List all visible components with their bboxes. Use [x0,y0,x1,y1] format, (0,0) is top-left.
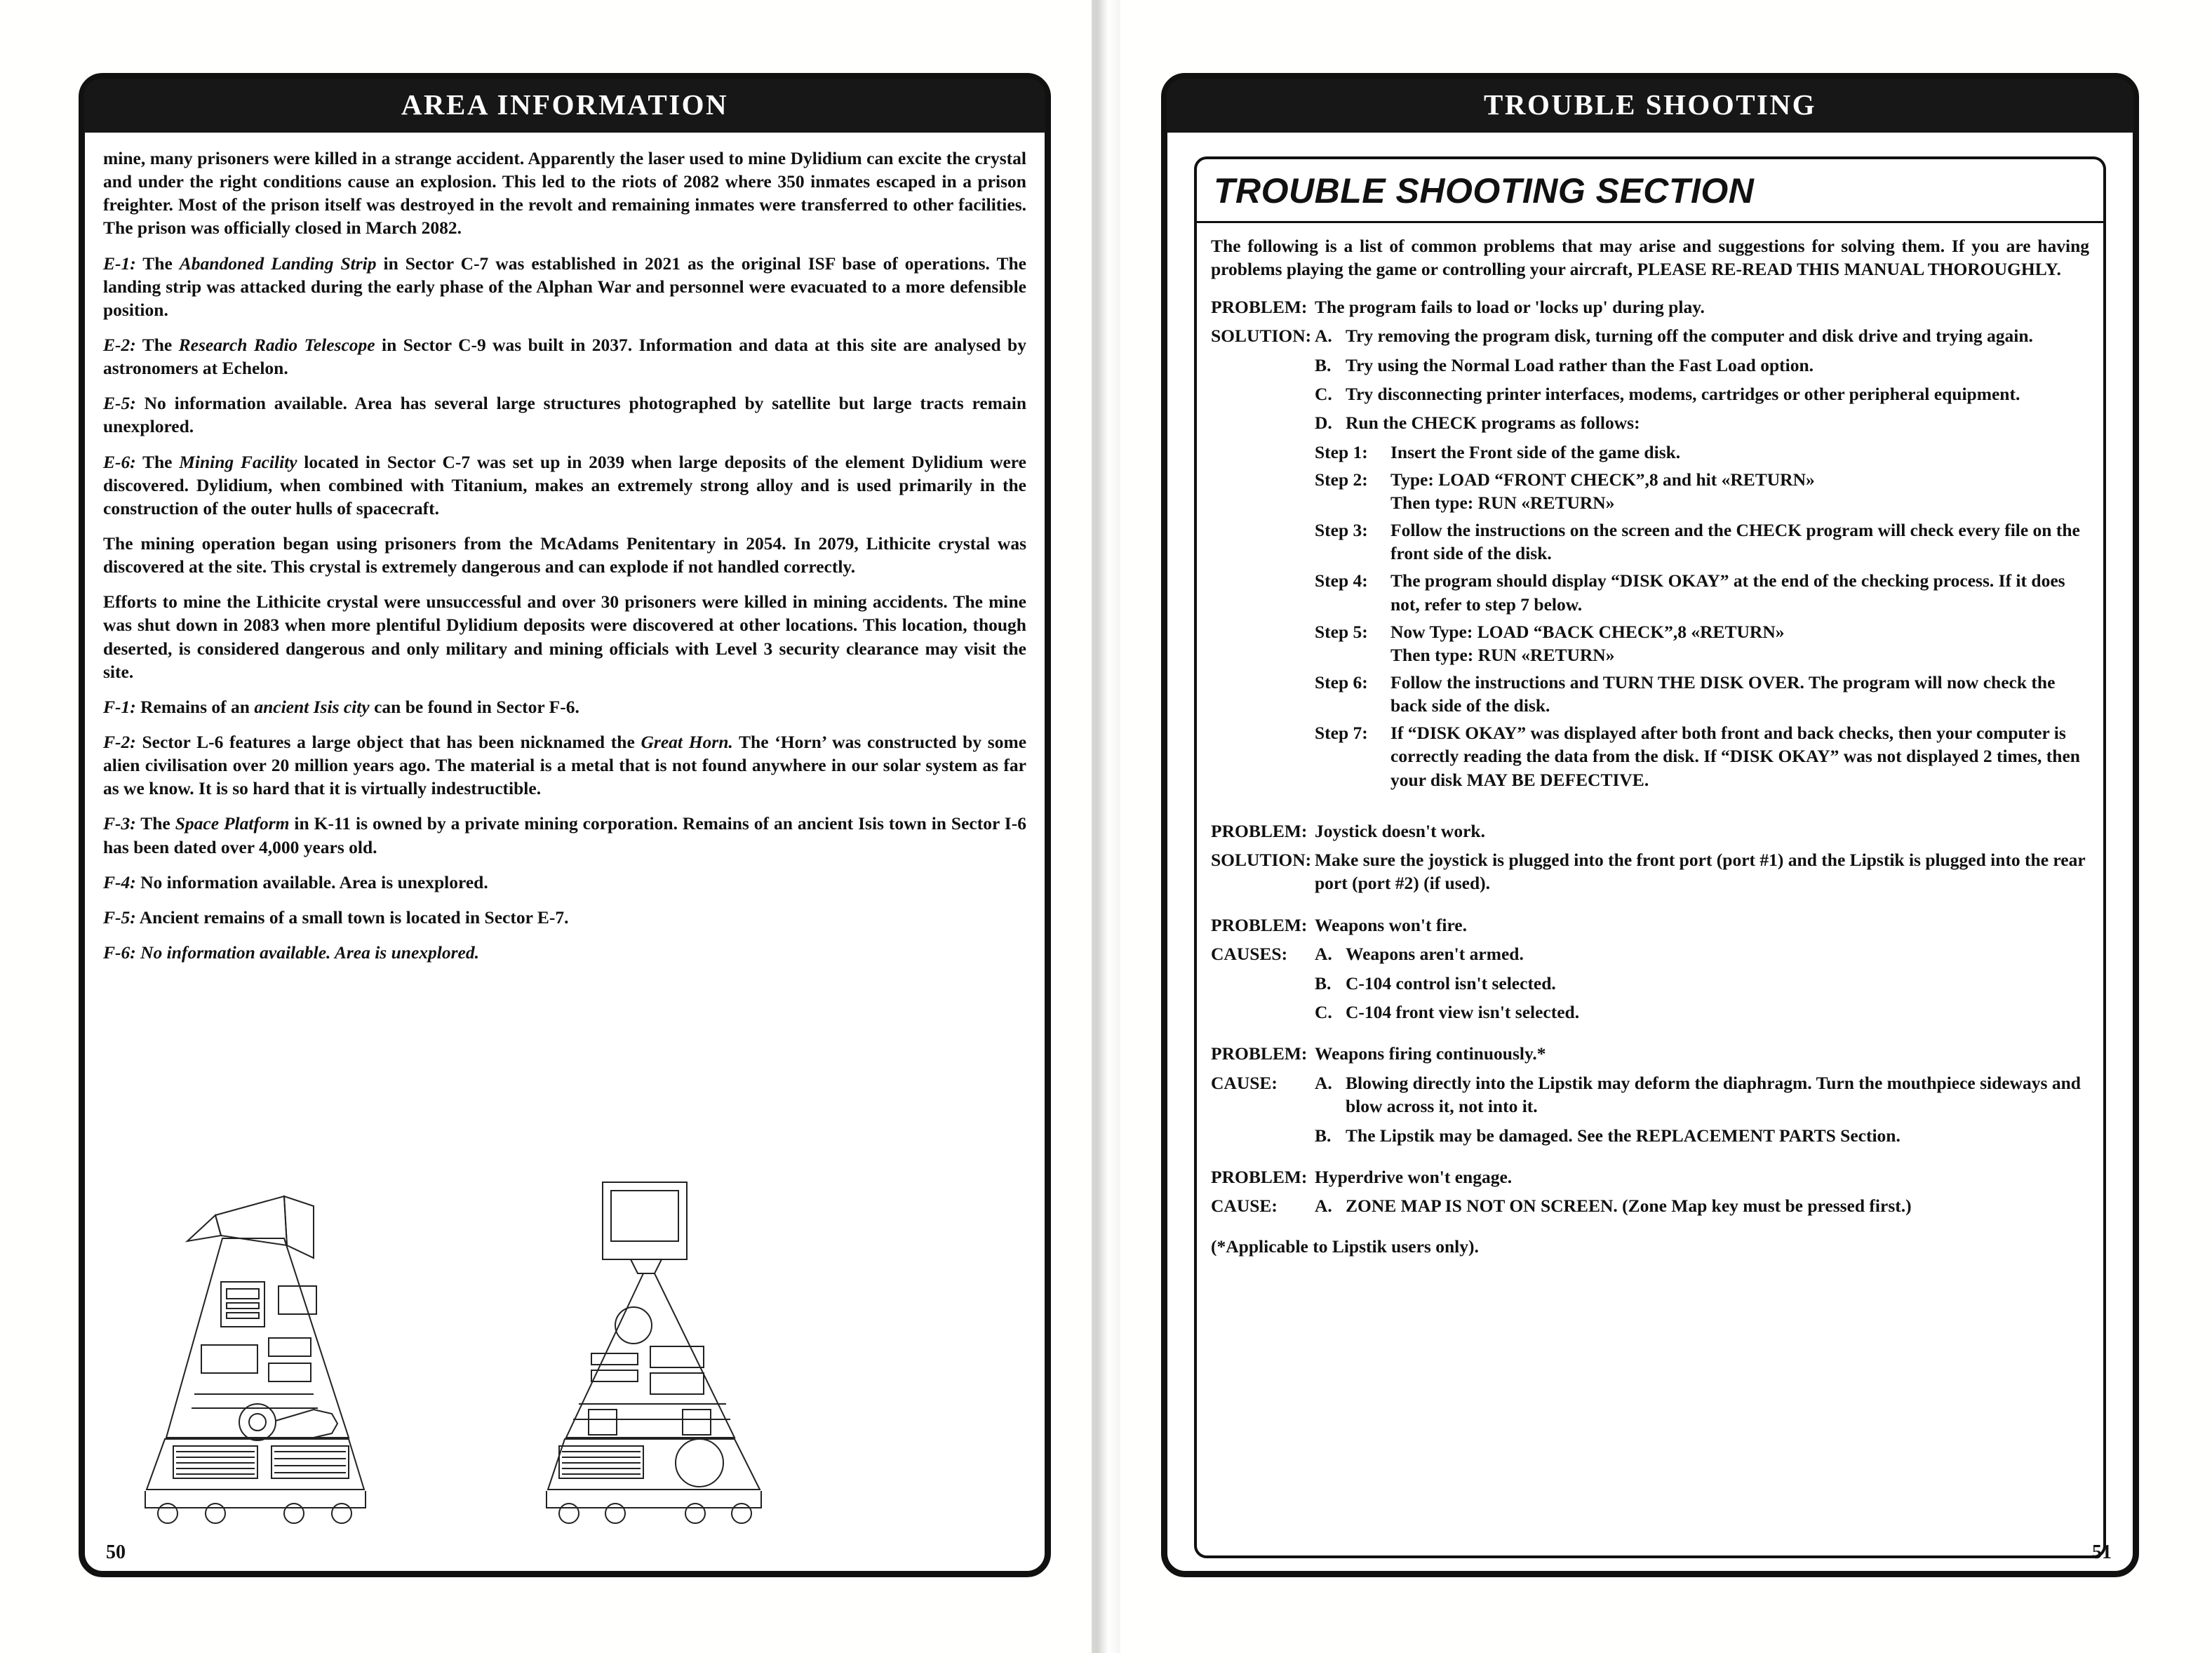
step-label-6: Step 6: [1315,672,1368,692]
entry-f6 [103,941,1026,964]
cause-text-3b: C-104 control isn't selected. [1346,972,1556,993]
paragraph-intro-text: mine, many prisoners were killed in a strange accident. Apparently the laser used to mine Dylidium can excite the crystal and under the right conditions cause an explosion. This led to the riots of 2082 where 350 inmates escaped in a prison freighter. Most of the prison itself was destroyed in the revolt and remaining inmates were transferred to other facilities. The prison was officially closed in March 2082. [103,148,1026,239]
step-label-3: Step 3: [1315,520,1368,541]
step-indent-7 [1211,721,1315,791]
solution-spacer-1b [1211,354,1315,377]
problem-label-5: PROBLEM: [1211,1167,1308,1187]
solution-letter-1d: D. [1315,413,1332,434]
step-text-5 [1390,620,2089,667]
page-left [0,0,1092,1653]
cause-row-3b [1211,972,2089,995]
step-text-1: Insert the Front side of the game disk. [1390,441,1681,462]
cause-text-4a: Blowing directly into the Lipstik may deform the diaphragm. Turn the mouthpiece sideways and blow across it, not into it. [1346,1072,2081,1117]
problem-label-2: PROBLEM: [1211,820,1308,841]
step-text-2 [1390,468,2089,514]
page-number-left: 50 [106,1541,126,1563]
cause-spacer-3b [1211,972,1315,995]
problem-row-2 [1211,819,2089,843]
entry-e5-label: E-5: [103,393,136,414]
causes-label-3: CAUSES: [1211,944,1288,965]
step-text-7: If “DISK OKAY” was displayed after both front and back checks, then your computer is correctly reading the data from the disk. If “DISK OKAY” was not displayed 2 times, then your disk MAY BE DEFECTIVE. [1390,723,2080,790]
cause-letter-3a: A. [1315,944,1332,965]
entry-f3-label: F-3: [103,813,136,834]
entry-e6: E-6: The Mining Facility located in Sector C-7 was set up in 2039 when large deposits of the element Dylidium were discovered. Dylidium, when combined with Titanium, makes an extremely strong alloy and is used primarily in the construction of the outer hulls of spacecraft. [103,451,1026,518]
page-right-frame [1161,73,2139,1577]
mining-vehicle-horn-icon [145,1196,366,1523]
solution-text-1d: Run the CHECK programs as follows: [1346,413,1640,434]
trouble-shooting-box [1194,156,2106,1558]
page-left-content [85,133,1045,1574]
problem-row-3 [1211,914,2089,937]
entry-e1-label: E-1: [103,253,136,274]
page-number-right: 51 [2092,1541,2112,1563]
problem-text-5: Hyperdrive won't engage. [1315,1167,1513,1187]
solution-text-1a: Try removing the program disk, turning off the computer and disk drive and trying again. [1346,326,2033,347]
cause-letter-5a: A. [1315,1196,1332,1217]
step-indent-2 [1211,468,1315,514]
step-label-4: Step 4: [1315,570,1368,591]
step-indent-6 [1211,671,1315,717]
trouble-shooting-section-title: TROUBLE SHOOTING SECTION [1214,171,1755,210]
step-text-4: The program should display “DISK OKAY” at the end of the checking process. If it does not, refer to step 7 below. [1390,570,2065,615]
step-row-3 [1211,518,2089,565]
cause-spacer-4b [1211,1124,1315,1147]
step-indent-3 [1211,518,1315,565]
step-label-7: Step 7: [1315,723,1368,744]
entry-f4-label: F-4: [103,871,136,892]
step-row-6 [1211,671,2089,717]
problem-row-5 [1211,1165,2089,1189]
solution-text-1c: Try disconnecting printer interfaces, modems, cartridges or other peripheral equipment. [1346,383,2020,404]
entry-e2: E-2: The Research Radio Telescope in Sector C-9 was built in 2037. Information and data at this site are analysed by astronomers at Echelon. [103,334,1026,379]
entry-f3: F-3: The Space Platform in K-11 is owned by a private mining corporation. Remains of an ancient Isis town in Sector I-6 has been dated over 4,000 years old. [103,813,1026,857]
solution-row-1a [1211,324,2089,347]
step-label-2: Step 2: [1315,469,1368,490]
page-left-frame [79,73,1051,1577]
spacer-3 [1211,1029,2089,1042]
spacer-2 [1211,901,2089,914]
paragraph-mining-operation [103,532,1026,578]
cause-row-3c [1211,1001,2089,1024]
entry-e2-label: E-2: [103,334,136,355]
cause-label-4: CAUSE: [1211,1072,1278,1093]
paragraph-lithicite-text: Efforts to mine the Lithicite crystal were unsuccessful and over 30 prisoners were killed in mining accidents. The mine was shut down in 2083 when more plentiful Dylidium deposits were discovered at other locations. This location, though deserted, is considered dangerous and only military and mining officials with Level 3 security clearance may visit the site. [103,591,1026,682]
paragraph-intro [103,147,1026,240]
cause-row-3a [1211,942,2089,965]
spacer-1 [1211,796,2089,819]
cause-label-5: CAUSE: [1211,1196,1278,1217]
step-label-1: Step 1: [1315,441,1368,462]
solution-text-2: Make sure the joystick is plugged into the front port (port #1) and the Lipstik is plugged into the rear port (port #2) (if used). [1315,850,2086,894]
entry-f6-text: No information available. Area is unexplored. [140,942,479,963]
step-text-5-line1: Now Type: LOAD “BACK CHECK”,8 «RETURN» [1390,621,1785,642]
problem-text-2: Joystick doesn't work. [1315,820,1485,841]
mining-vehicle-screen-icon [547,1182,761,1523]
cause-text-4b: The Lipstik may be damaged. See the REPLACEMENT PARTS Section. [1346,1125,1901,1146]
cause-letter-4b: B. [1315,1125,1332,1146]
cause-row-5a [1211,1194,2089,1217]
entry-f5-label: F-5: [103,906,136,928]
page-right-content [1167,133,2133,1574]
solution-spacer-1d [1211,411,1315,434]
title-divider [1197,221,2103,223]
page-left-header: AREA INFORMATION [84,79,1045,133]
entry-f5: F-5: Ancient remains of a small town is located in Sector E-7. [103,906,569,928]
solution-row-1c [1211,382,2089,406]
step-row-1 [1211,441,2089,464]
entry-e6-label: E-6: [103,451,136,472]
solution-row-1d [1211,411,2089,434]
problem-row-1 [1211,295,2089,319]
step-row-2 [1211,468,2089,514]
step-text-3: Follow the instructions on the screen and the CHECK program will check every file on the front side of the disk. [1390,520,2080,564]
footnote: (*Applicable to Lipstik users only). [1211,1236,1479,1257]
page-right-header: TROUBLE SHOOTING [1167,79,2133,133]
problem-text-1: The program fails to load or 'locks up' during play. [1315,296,1705,317]
step-indent-1 [1211,441,1315,464]
entry-e1: E-1: The Abandoned Landing Strip in Sector C-7 was established in 2021 as the original ISF base of operations. The landing strip was attacked during the early phase of the Alphan War and personnel were evacuated to a more defensible position. [103,253,1026,320]
solution-letter-1c: C. [1315,383,1332,404]
entry-f2-label: F-2: [103,731,136,752]
solution-letter-1b: B. [1315,354,1332,375]
step-indent-4 [1211,569,1315,615]
area-information-body [103,147,1026,964]
paragraph-mining-operation-text: The mining operation began using prisoners from the McAdams Penitentary in 2054. In 2079, Lithicite crystal was discovered at the site. This crystal is extremely dangerous and can explode if not handled correctly. [103,533,1026,577]
solution-letter-1a: A. [1315,326,1332,347]
spacer-4 [1211,1153,2089,1165]
entry-e5: E-5: No information available. Area has several large structures photographed by satellite but large tracts remain unexplored. [103,393,1026,437]
solution-row-2 [1211,848,2089,895]
step-text-2-line2: Then type: RUN «RETURN» [1390,493,1615,514]
step-row-4 [1211,569,2089,615]
solution-label-2: SOLUTION: [1211,850,1312,871]
problem-label-1: PROBLEM: [1211,296,1308,317]
step-text-6: Follow the instructions and TURN THE DISK OVER. The program will now check the back side of the disk. [1390,672,2056,716]
cause-row-4a [1211,1071,2089,1118]
problem-label-3: PROBLEM: [1211,914,1308,935]
step-row-5 [1211,620,2089,667]
cause-text-5a: ZONE MAP IS NOT ON SCREEN. (Zone Map key must be pressed first.) [1346,1196,1912,1217]
cause-letter-3c: C. [1315,1002,1332,1023]
solution-spacer-1c [1211,382,1315,406]
cause-letter-3b: B. [1315,972,1332,993]
step-label-5: Step 5: [1315,621,1368,642]
solution-text-1b: Try using the Normal Load rather than the Fast Load option. [1346,354,1814,375]
illustrations-row [103,1163,1026,1541]
problem-text-4: Weapons firing continuously.* [1315,1043,1546,1064]
cause-letter-4a: A. [1315,1072,1332,1093]
cause-spacer-3c [1211,1001,1315,1024]
step-indent-5 [1211,620,1315,667]
cause-row-4b [1211,1124,2089,1147]
entry-f1-label: F-1: [103,696,136,717]
entry-f1: F-1: Remains of an ancient Isis city can be found in Sector F-6. [103,696,579,717]
problem-label-4: PROBLEM: [1211,1043,1308,1064]
step-text-5-line2: Then type: RUN «RETURN» [1390,644,1615,665]
problem-text-3: Weapons won't fire. [1315,914,1467,935]
entry-f4: F-4: No information available. Area is unexplored. [103,871,488,892]
solution-label-1: SOLUTION: [1211,326,1312,347]
page-right [1120,0,2212,1653]
entry-f2: F-2: Sector L-6 features a large object that has been nicknamed the Great Horn. The ‘Horn’ was constructed by some alien civilisation over 20 million years ago. The material is a metal that is not found anywhere in our solar system as far as we know. It is so hard that it is virtually indestructible. [103,731,1027,799]
cause-text-3c: C-104 front view isn't selected. [1346,1002,1580,1023]
step-text-2-line1: Type: LOAD “FRONT CHECK”,8 and hit «RETURN» [1390,469,1815,490]
entry-f6-label: F-6: [103,942,136,963]
step-row-7 [1211,721,2089,791]
intro-paragraph: The following is a list of common problems that may arise and suggestions for solving them. If you are having problems playing the game or controlling your aircraft, PLEASE RE-READ THIS MANUAL THOROUGHLY. [1211,236,2089,280]
paragraph-lithicite [103,590,1026,683]
cause-text-3a: Weapons aren't armed. [1346,944,1524,965]
problem-row-4 [1211,1042,2089,1065]
solution-row-1b [1211,354,2089,377]
